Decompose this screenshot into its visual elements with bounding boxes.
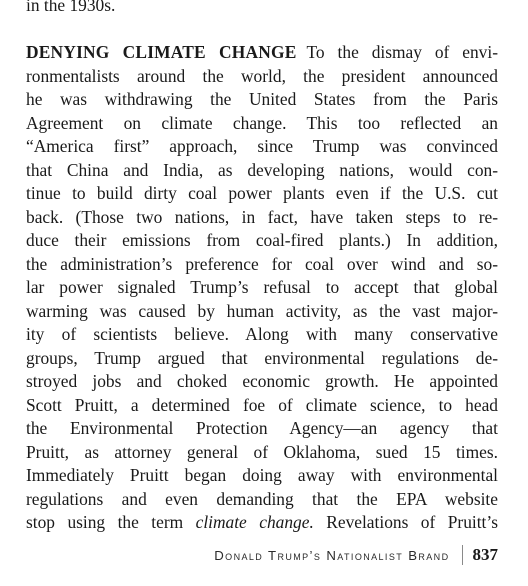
- paragraph-line: duce their emissions from coal-fired plants.) In addition,: [26, 230, 498, 250]
- paragraph-line: ronmentalists around the world, the president announced: [26, 65, 498, 86]
- paragraph-line-text: To the dismay of envi-: [306, 42, 498, 62]
- carryover-line: in the 1930s.: [26, 0, 116, 15]
- paragraph-line: the administration’s preference for coal over wind and so-: [26, 253, 498, 274]
- italic-term: climate change.: [195, 512, 314, 532]
- section-paragraph: [26, 41, 498, 535]
- page-footer: [214, 543, 498, 567]
- paragraph-line: back. (Those two nations, in fact, have taken steps to re-: [26, 206, 498, 227]
- footer-divider: [462, 545, 463, 565]
- paragraph-line: regulations and even demanding that the EPA website: [26, 488, 498, 509]
- paragraph-line: Pruitt, as attorney general of Oklahoma, sued 15 times.: [26, 441, 498, 462]
- running-title: Donald Trump’s Nationalist Brand: [214, 547, 450, 563]
- paragraph-line: tinue to build dirty coal power plants even if the U.S. cut: [26, 183, 498, 203]
- paragraph-line: Agreement on climate change. This too reflected an: [26, 112, 498, 133]
- paragraph-line-final: [26, 511, 498, 535]
- paragraph-line: Scott Pruitt, a determined foe of climate science, to head: [26, 394, 498, 415]
- paragraph-line: the Environmental Protection Agency—an agency that: [26, 418, 498, 438]
- final-line-after: Revelations of Pruitt’s: [313, 512, 498, 532]
- paragraph-line: that China and India, as developing nations, would con-: [26, 159, 498, 180]
- paragraph-line: he was withdrawing the United States from the Paris: [26, 89, 498, 109]
- paragraph-line: warming was caused by human activity, as the vast major-: [26, 300, 498, 321]
- paragraph-line: stroyed jobs and choked economic growth. He appointed: [26, 371, 498, 391]
- section-heading: DENYING CLIMATE CHANGE: [26, 42, 297, 62]
- page-number: 837: [472, 545, 498, 564]
- carryover-paragraph: [26, 0, 498, 18]
- paragraph-line: ity of scientists believe. Along with many conservative: [26, 324, 498, 344]
- paragraph-line: groups, Trump argued that environmental regulations de-: [26, 347, 498, 368]
- paragraph-line: lar power signaled Trump’s refusal to accept that global: [26, 277, 498, 297]
- paragraph-line: “America first” approach, since Trump was convinced: [26, 136, 498, 156]
- paragraph-line: Immediately Pruitt began doing away with environmental: [26, 465, 498, 485]
- paragraph-line: [26, 41, 498, 65]
- final-line-before: stop using the term: [26, 512, 196, 532]
